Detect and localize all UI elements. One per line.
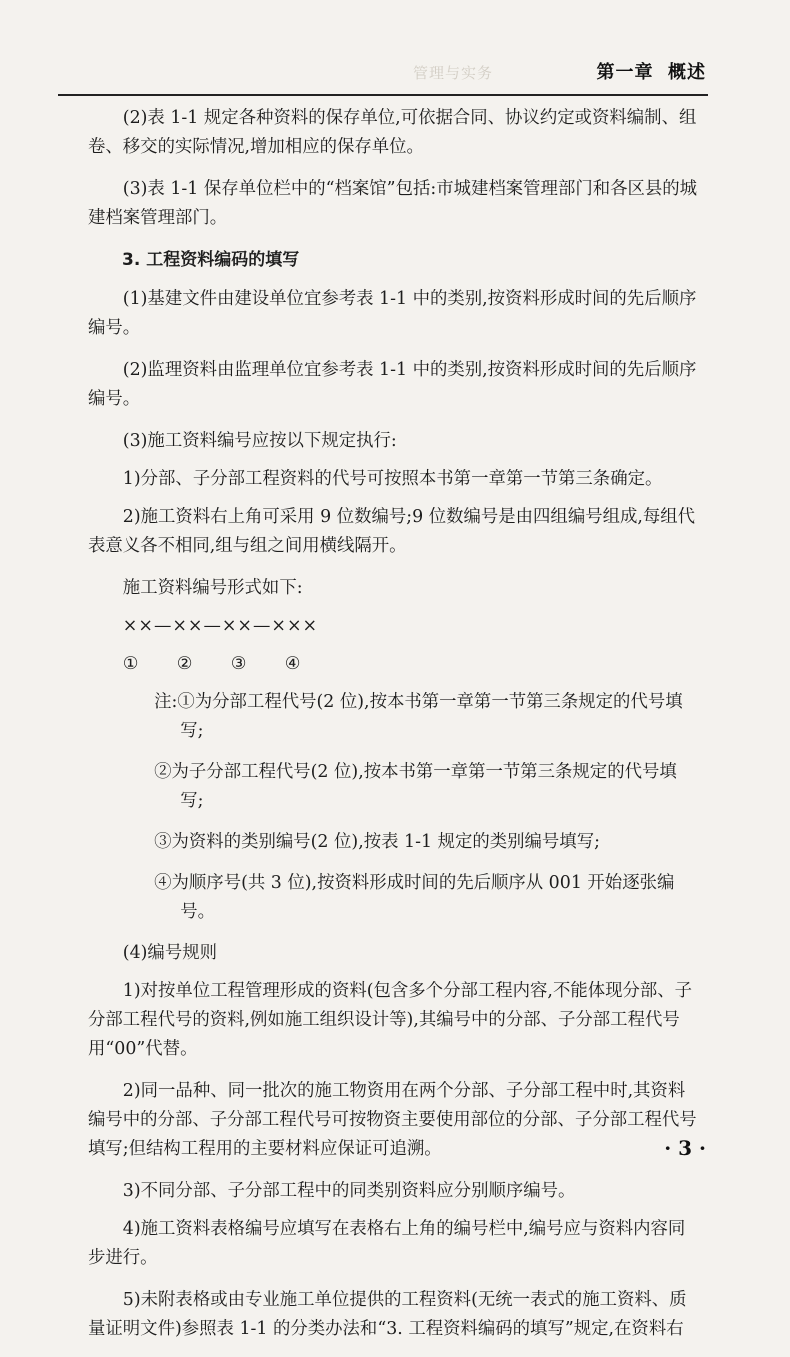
header-faint-title: 管理与实务: [412, 64, 493, 82]
paragraph-numbering-rule-5: 5)未附表格或由专业施工单位提供的工程资料(无统一表式的施工资料、质量证明文件)参照表 1-1 的分类办法和“3. 工程资料编码的填写”规定,在资料右: [88, 1290, 687, 1339]
paragraph-construction-files: (1)基建文件由建设单位宜参考表 1-1 中的类别,按资料形成时间的先后顺序编号。: [88, 289, 697, 338]
chapter-title: 概述: [668, 62, 706, 83]
paragraph-numbering-rule-3: 3)不同分部、子分部工程中的同类别资料应分别顺序编号。: [122, 1181, 576, 1201]
paragraph-numbering-rule-4: 4)施工资料表格编号应填写在表格右上角的编号栏中,编号应与资料内容同步进行。: [88, 1219, 686, 1268]
paragraph-rules-intro: (3)施工资料编号应按以下规定执行:: [122, 431, 397, 451]
page-header: [58, 54, 708, 96]
paragraph-supervision-files: (2)监理资料由监理单位宜参考表 1-1 中的类别,按资料形成时间的先后顺序编号。: [88, 360, 697, 409]
code-format: ××—××—××—×××: [122, 616, 319, 636]
page-number: · 3 ·: [664, 1136, 706, 1160]
note-2: ②为子分部工程代号(2 位),按本书第一章第一节第三条规定的代号填写;: [154, 762, 677, 811]
code-markers: [88, 650, 698, 679]
paragraph-rule-2: 2)施工资料右上角可采用 9 位数编号;9 位数编号是由四组编号组成,每组代表意义各不相同,组与组之间用横线隔开。: [88, 507, 696, 556]
section-heading: 3. 工程资料编码的填写: [122, 250, 300, 270]
paragraph-numbering-rules: (4)编号规则: [122, 943, 217, 963]
chapter-label: [596, 58, 706, 84]
marker-2: ②: [176, 654, 193, 674]
marker-1: ①: [122, 654, 139, 674]
paragraph-numbering-rule-2: 2)同一品种、同一批次的施工物资用在两个分部、子分部工程中时,其资料编号中的分部、子分部工程代号可按物资主要使用部位的分部、子分部工程代号填写;但结构工程用的主要材料应保证可追溯。: [88, 1081, 697, 1159]
paragraph-archive: (3)表 1-1 保存单位栏中的“档案馆”包括:市城建档案管理部门和各区县的城建档案管理部门。: [88, 179, 698, 228]
paragraph-rule-1: 1)分部、子分部工程资料的代号可按照本书第一章第一节第三条确定。: [122, 469, 663, 489]
paragraph-format-intro: 施工资料编号形式如下:: [122, 578, 303, 598]
marker-4: ④: [284, 654, 301, 674]
marker-3: ③: [230, 654, 247, 674]
note-1: 注:①为分部工程代号(2 位),按本书第一章第一节第三条规定的代号填写;: [154, 692, 683, 741]
chapter-number: 第一章: [596, 62, 654, 83]
paragraph-storage-unit: (2)表 1-1 规定各种资料的保存单位,可依据合同、协议约定或资料编制、组卷、移交的实际情况,增加相应的保存单位。: [88, 108, 697, 157]
page-body: [88, 104, 698, 1357]
paragraph-numbering-rule-1: 1)对按单位工程管理形成的资料(包含多个分部工程内容,不能体现分部、子分部工程代号的资料,例如施工组织设计等),其编号中的分部、子分部工程代号用“00”代替。: [88, 981, 693, 1059]
note-4: ④为顺序号(共 3 位),按资料形成时间的先后顺序从 001 开始逐张编号。: [154, 873, 675, 922]
note-3: ③为资料的类别编号(2 位),按表 1-1 规定的类别编号填写;: [154, 832, 600, 852]
